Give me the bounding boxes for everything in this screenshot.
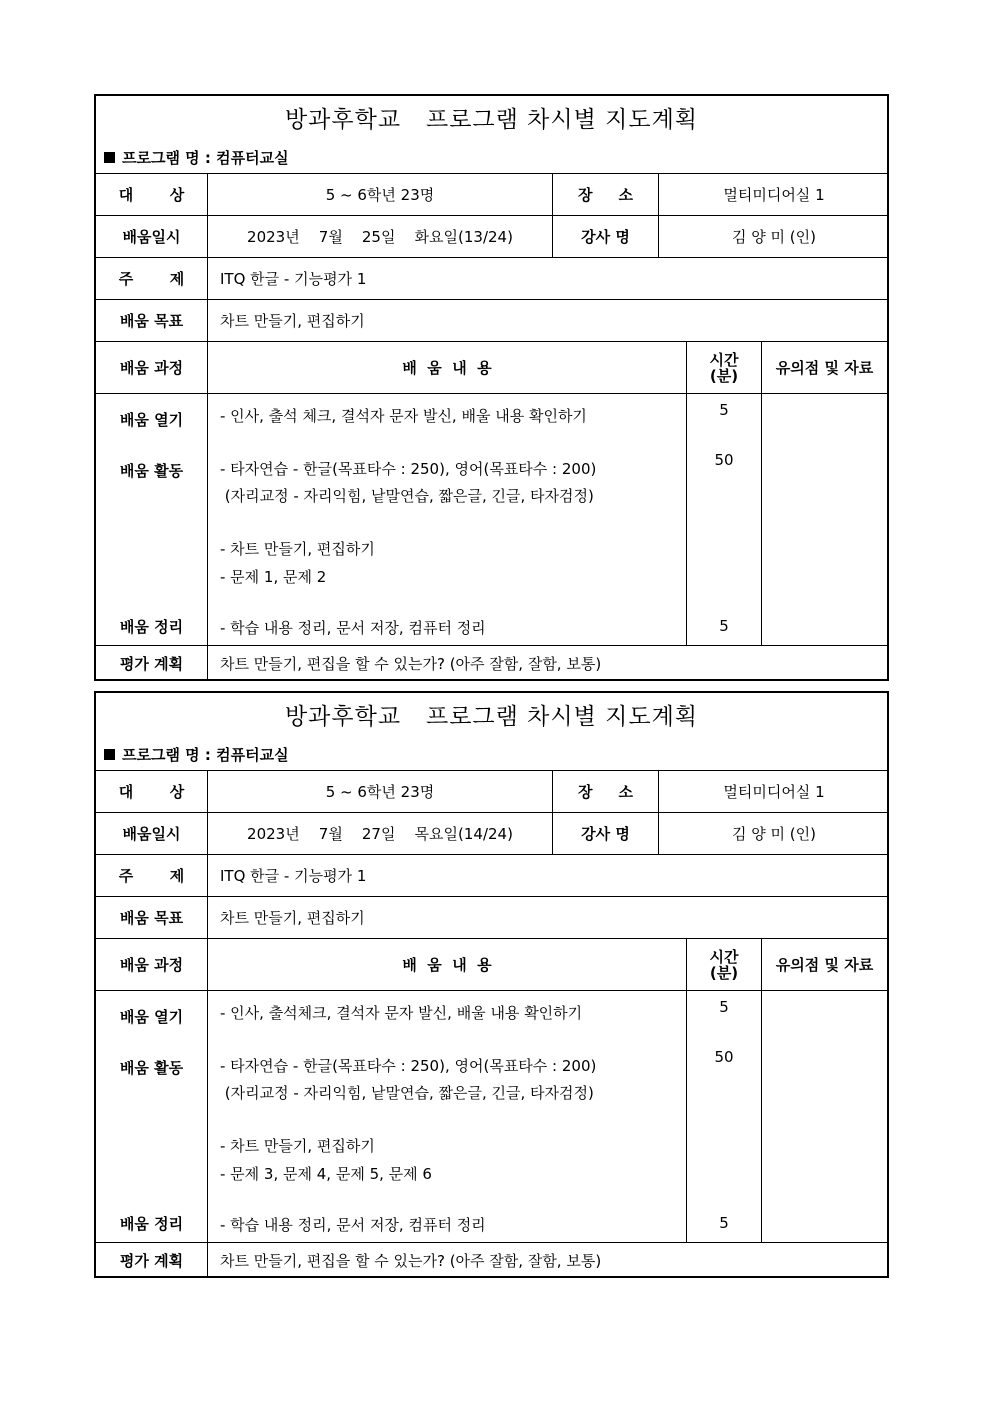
process-label: 배움 과정 <box>119 359 184 377</box>
topic-row <box>96 855 887 897</box>
teacher-value: 김 양 미 (인) <box>658 813 889 854</box>
notes-label: 유의점 및 자료 <box>761 939 887 990</box>
content-line: - 차트 만들기, 편집하기 <box>220 540 375 558</box>
content-label: 배 움 내 용 <box>207 939 686 990</box>
title-block <box>96 693 887 771</box>
content-line: (자리교정 - 자리익힘, 낱말연습, 짧은글, 긴글, 타자검정) <box>220 1084 594 1102</box>
target-row <box>96 174 887 216</box>
stage-close: 배움 정리 <box>119 618 184 636</box>
eval-label: 평가 계획 <box>119 655 184 673</box>
time-close: 5 <box>719 1214 729 1232</box>
date-value: 2023년 7월 27일 목요일(14/24) <box>207 813 552 854</box>
teacher-value: 김 양 미 (인) <box>658 216 889 257</box>
date-row <box>96 813 887 855</box>
notes-column <box>761 991 887 1242</box>
topic-value: ITQ 한글 - 기능평가 1 <box>207 855 887 896</box>
process-body-row <box>96 394 887 646</box>
topic-row <box>96 258 887 300</box>
eval-row <box>96 1243 887 1278</box>
time-label <box>686 939 761 990</box>
teacher-label: 강사 명 <box>552 813 658 854</box>
date-value: 2023년 7월 25일 화요일(13/24) <box>207 216 552 257</box>
square-bullet-icon <box>104 152 115 163</box>
time-column <box>686 991 761 1242</box>
topic-label: 주 제 <box>118 270 185 288</box>
plan-title: 방과후학교 프로그램 차시별 지도계획 <box>284 704 699 730</box>
stage-column <box>96 394 207 645</box>
goal-row <box>96 300 887 342</box>
title-block <box>96 96 887 174</box>
time-label <box>686 342 761 393</box>
target-value: 5 ~ 6학년 23명 <box>207 174 552 215</box>
content-line: - 학습 내용 정리, 문서 저장, 컴퓨터 정리 <box>220 619 486 637</box>
notes-column <box>761 394 887 645</box>
eval-value: 차트 만들기, 편집을 할 수 있는가? (아주 잘함, 잘함, 보통) <box>207 1243 887 1278</box>
notes-label: 유의점 및 자료 <box>761 342 887 393</box>
eval-value: 차트 만들기, 편집을 할 수 있는가? (아주 잘함, 잘함, 보통) <box>207 646 887 681</box>
eval-label: 평가 계획 <box>119 1252 184 1270</box>
target-label: 대 상 <box>118 186 185 204</box>
program-name-line <box>104 744 289 765</box>
content-column <box>207 991 686 1242</box>
program-name: 프로그램 명 : 컴퓨터교실 <box>122 746 289 764</box>
goal-value: 차트 만들기, 편집하기 <box>207 897 887 938</box>
stage-column <box>96 991 207 1242</box>
content-line: (자리교정 - 자리익힘, 낱말연습, 짧은글, 긴글, 타자검정) <box>220 487 594 505</box>
time-label-top: 시간 <box>709 947 739 966</box>
topic-value: ITQ 한글 - 기능평가 1 <box>207 258 887 299</box>
topic-label: 주 제 <box>118 867 185 885</box>
time-activity: 50 <box>714 1048 734 1066</box>
stage-activity: 배움 활동 <box>119 1059 184 1077</box>
lesson-plan-1 <box>94 94 889 681</box>
goal-value: 차트 만들기, 편집하기 <box>207 300 887 341</box>
place-value: 멀티미디어실 1 <box>658 771 889 812</box>
process-label: 배움 과정 <box>119 956 184 974</box>
process-body-row <box>96 991 887 1243</box>
process-header-row <box>96 939 887 991</box>
content-line: - 학습 내용 정리, 문서 저장, 컴퓨터 정리 <box>220 1216 486 1234</box>
content-line: - 문제 3, 문제 4, 문제 5, 문제 6 <box>220 1165 432 1183</box>
program-name: 프로그램 명 : 컴퓨터교실 <box>122 149 289 167</box>
target-row <box>96 771 887 813</box>
place-value: 멀티미디어실 1 <box>658 174 889 215</box>
lesson-plan-2 <box>94 691 889 1278</box>
stage-close: 배움 정리 <box>119 1215 184 1233</box>
date-label: 배움일시 <box>122 228 181 246</box>
content-line: - 타자연습 - 한글(목표타수 : 250), 영어(목표타수 : 200) <box>220 460 597 478</box>
stage-open: 배움 열기 <box>119 411 184 429</box>
goal-label: 배움 목표 <box>119 909 184 927</box>
square-bullet-icon <box>104 749 115 760</box>
process-header-row <box>96 342 887 394</box>
time-open: 5 <box>719 401 729 419</box>
date-row <box>96 216 887 258</box>
time-label-bottom: (분) <box>709 366 739 385</box>
stage-open: 배움 열기 <box>119 1008 184 1026</box>
place-label: 장 소 <box>552 174 658 215</box>
time-label-top: 시간 <box>709 350 739 369</box>
target-label: 대 상 <box>118 783 185 801</box>
goal-row <box>96 897 887 939</box>
eval-row <box>96 646 887 681</box>
time-label-bottom: (분) <box>709 963 739 982</box>
time-open: 5 <box>719 998 729 1016</box>
content-label: 배 움 내 용 <box>207 342 686 393</box>
content-line: - 문제 1, 문제 2 <box>220 568 327 586</box>
time-activity: 50 <box>714 451 734 469</box>
plan-title: 방과후학교 프로그램 차시별 지도계획 <box>284 107 699 133</box>
time-column <box>686 394 761 645</box>
date-label: 배움일시 <box>122 825 181 843</box>
content-line: - 인사, 출석체크, 결석자 문자 발신, 배울 내용 확인하기 <box>220 1004 583 1022</box>
place-label: 장 소 <box>552 771 658 812</box>
program-name-line <box>104 147 289 168</box>
content-line: - 차트 만들기, 편집하기 <box>220 1137 375 1155</box>
content-column <box>207 394 686 645</box>
time-close: 5 <box>719 617 729 635</box>
content-line: - 인사, 출석 체크, 결석자 문자 발신, 배울 내용 확인하기 <box>220 407 587 425</box>
stage-activity: 배움 활동 <box>119 462 184 480</box>
goal-label: 배움 목표 <box>119 312 184 330</box>
content-line: - 타자연습 - 한글(목표타수 : 250), 영어(목표타수 : 200) <box>220 1057 597 1075</box>
target-value: 5 ~ 6학년 23명 <box>207 771 552 812</box>
teacher-label: 강사 명 <box>552 216 658 257</box>
